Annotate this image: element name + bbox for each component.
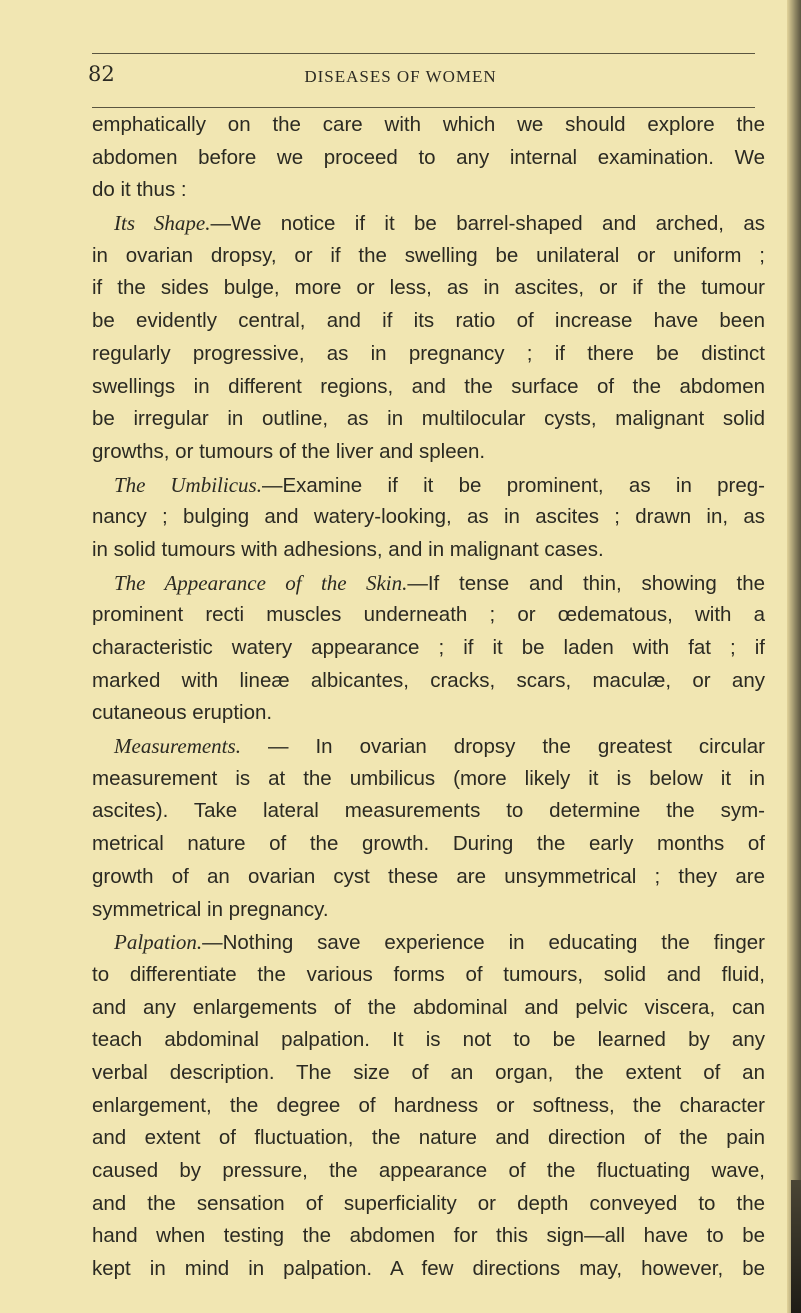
text-line	[92, 240, 765, 273]
text-line	[92, 959, 765, 992]
line-text: prominent recti muscles underneath ; or œdematous, with a	[92, 603, 765, 627]
page-edge-shadow	[787, 0, 801, 1313]
text-line	[92, 1253, 765, 1286]
line-text: and any enlargements of the abdominal and pelvic viscera, can	[92, 995, 765, 1019]
line-text: hand when testing the abdomen for this sign—all have to be	[92, 1224, 765, 1248]
line-text: abdomen before we proceed to any internal examination. We	[92, 145, 765, 169]
text-line	[92, 763, 765, 796]
header-rule-top	[92, 53, 755, 54]
text-line	[92, 861, 765, 894]
paragraph	[92, 730, 765, 926]
line-text: symmetrical in pregnancy.	[92, 897, 329, 921]
text-line	[92, 305, 765, 338]
text-line	[92, 207, 765, 240]
line-text: teach abdominal palpation. It is not to be learned by any	[92, 1028, 765, 1052]
text-line	[92, 632, 765, 665]
line-text: kept in mind in palpation. A few directions may, however, be	[92, 1257, 765, 1281]
line-text: growth of an ovarian cyst these are unsymmetrical ; they are	[92, 864, 765, 888]
line-text: growths, or tumours of the liver and spleen.	[92, 439, 486, 463]
text-line	[92, 795, 765, 828]
paragraph	[92, 567, 765, 730]
line-text: emphatically on the care with which we should explore the	[92, 113, 765, 136]
page-body	[92, 109, 765, 1286]
line-text: and the sensation of superficiality or depth conveyed to the	[92, 1191, 765, 1215]
text-line	[92, 1090, 765, 1123]
line-text: nancy ; bulging and watery-looking, as in ascites ; drawn in, as	[92, 505, 765, 529]
text-line	[92, 1024, 765, 1057]
line-text: swellings in different regions, and the surface of the abdomen	[92, 374, 765, 398]
line-text: verbal description. The size of an organ, the extent of an	[92, 1060, 765, 1084]
paragraph	[92, 926, 765, 1286]
paragraph	[92, 207, 765, 469]
text-line	[92, 1188, 765, 1221]
line-text: to differentiate the various forms of tumours, solid and fluid,	[92, 962, 765, 986]
line-text: ascites). Take lateral measurements to determine the sym-	[92, 799, 765, 823]
paragraph-heading: Palpation.	[114, 930, 203, 955]
text-line	[92, 697, 765, 730]
line-text: in solid tumours with adhesions, and in malignant cases.	[92, 537, 604, 561]
header-rule-bottom	[92, 107, 755, 108]
text-line	[92, 894, 765, 927]
text-line	[92, 534, 765, 567]
line-text: do it thus :	[92, 178, 187, 202]
line-text: regularly progressive, as in pregnancy ; if there be distinct	[92, 341, 765, 365]
text-line	[92, 436, 765, 469]
text-line	[92, 338, 765, 371]
page-edge-dark	[791, 1180, 801, 1313]
line-text: enlargement, the degree of hardness or softness, the character	[92, 1093, 765, 1117]
line-text: —We notice if it be barrel-shaped and arched, as	[210, 212, 765, 236]
line-text: in ovarian dropsy, or if the swelling be unilateral or uniform ;	[92, 243, 765, 267]
text-line	[92, 665, 765, 698]
line-text: —If tense and thin, showing the	[407, 571, 765, 595]
text-line	[92, 501, 765, 534]
line-text: be evidently central, and if its ratio of increase have been	[92, 309, 765, 333]
text-line	[92, 730, 765, 763]
paragraph-heading: The Appearance of the Skin.	[114, 570, 408, 595]
line-text: —Examine if it be prominent, as in preg-	[261, 473, 766, 497]
running-title: DISEASES OF WOMEN	[304, 67, 497, 86]
paragraph-heading: The Umbilicus.	[114, 472, 262, 497]
paragraph-heading: Its Shape.	[114, 211, 211, 236]
text-line	[92, 174, 765, 207]
line-text: be irregular in outline, as in multilocular cysts, malignant solid	[92, 407, 765, 431]
text-line	[92, 1057, 765, 1090]
text-line	[92, 926, 765, 959]
text-line	[92, 469, 765, 502]
line-text: — In ovarian dropsy the greatest circular	[240, 735, 765, 759]
paragraph	[92, 109, 765, 207]
line-text: —Nothing save experience in educating the finger	[202, 931, 765, 955]
text-line	[92, 599, 765, 632]
paragraph-heading: Measurements.	[114, 734, 241, 759]
line-text: caused by pressure, the appearance of the fluctuating wave,	[92, 1159, 765, 1182]
line-text: cutaneous eruption.	[92, 701, 273, 725]
text-line	[92, 371, 765, 404]
text-line	[92, 109, 765, 142]
text-line	[92, 1220, 765, 1253]
line-text: metrical nature of the growth. During the early months of	[92, 832, 765, 856]
text-line	[92, 1122, 765, 1155]
text-line	[92, 992, 765, 1025]
line-text: measurement is at the umbilicus (more likely it is below it in	[92, 766, 765, 790]
text-line	[92, 567, 765, 600]
paragraph	[92, 469, 765, 567]
line-text: marked with lineæ albicantes, cracks, scars, maculæ, or any	[92, 668, 765, 692]
text-line	[92, 272, 765, 305]
line-text: and extent of fluctuation, the nature and direction of the pain	[92, 1126, 765, 1150]
page-number: 82	[88, 62, 115, 86]
line-text: if the sides bulge, more or less, as in ascites, or if the tumour	[92, 276, 765, 300]
text-line	[92, 1155, 765, 1188]
line-text: characteristic watery appearance ; if it be laden with fat ; if	[92, 636, 765, 659]
text-line	[92, 828, 765, 861]
text-line	[92, 142, 765, 175]
text-line	[92, 403, 765, 436]
